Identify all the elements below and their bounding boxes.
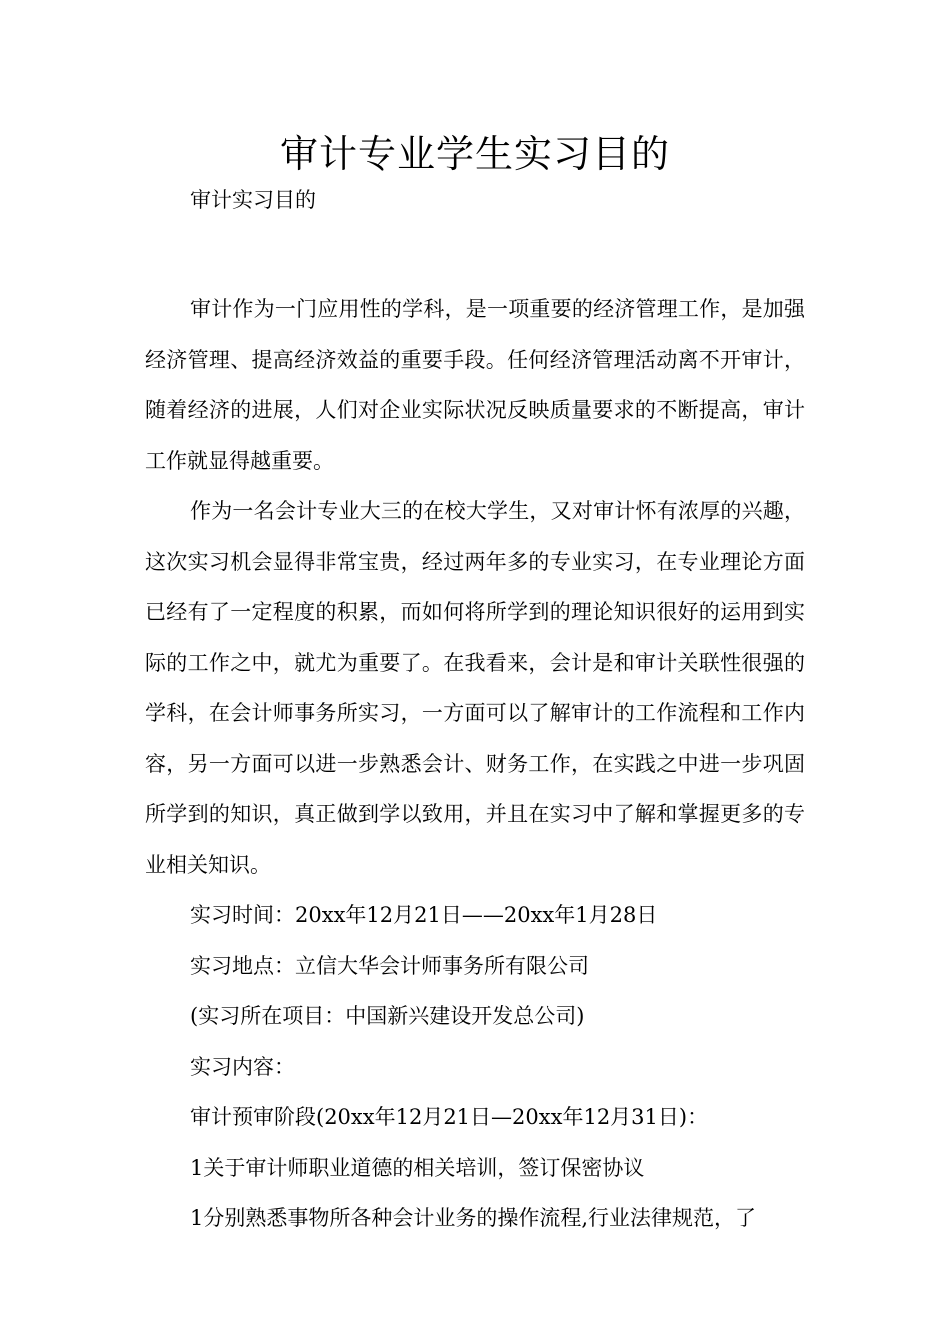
paragraph-list-item: 1关于审计师职业道德的相关培训，签订保密协议 xyxy=(190,1155,645,1180)
paragraph-purpose: 作为一名会计专业大三的在校大学生，又对审计怀有浓厚的兴趣，这次实习机会显得非常宝贵，经过两年多的专业实习，在专业理论方面已经有了一定程度的积累，而如何将所学到的理论知识很好的运用到实际的工作之中，就尤为重要了。在我看来，会计是和审计关联性很强的学科，在会计师事务所实习，一方面可以了解审计的工作流程和工作内容，另一方面可以进一步熟悉会计、财务工作，在实践之中进一步巩固所学到的知识，真正做到学以致用，并且在实习中了解和掌握更多的专业相关知识。 xyxy=(145,499,805,877)
paragraph-internship-location: 实习地点：立信大华会计师事务所有限公司 xyxy=(190,953,589,978)
paragraph-list-item: 1分别熟悉事物所各种会计业务的操作流程,行业法律规范，了 xyxy=(190,1206,757,1230)
paragraph-internship-time: 实习时间：20xx年12月21日——20xx年1月28日 xyxy=(190,903,658,927)
paragraph-intro: 审计作为一门应用性的学科，是一项重要的经济管理工作，是加强经济管理、提高经济效益的重要手段。任何经济管理活动离不开审计，随着经济的进展，人们对企业实际状况反映质量要求的不断提高，审计工作就显得越重要。 xyxy=(145,297,805,473)
paragraph-pre-audit-stage: 审计预审阶段(20xx年12月21日—20xx年12月31日)： xyxy=(190,1105,709,1129)
paragraph-internship-project: (实习所在项目：中国新兴建设开发总公司) xyxy=(190,1004,585,1028)
document-title: 审计专业学生实习目的 xyxy=(279,132,670,176)
paragraph-internship-content-heading: 实习内容： xyxy=(190,1054,295,1079)
document-body xyxy=(145,284,805,1244)
document-subtitle: 审计实习目的 xyxy=(190,188,316,212)
